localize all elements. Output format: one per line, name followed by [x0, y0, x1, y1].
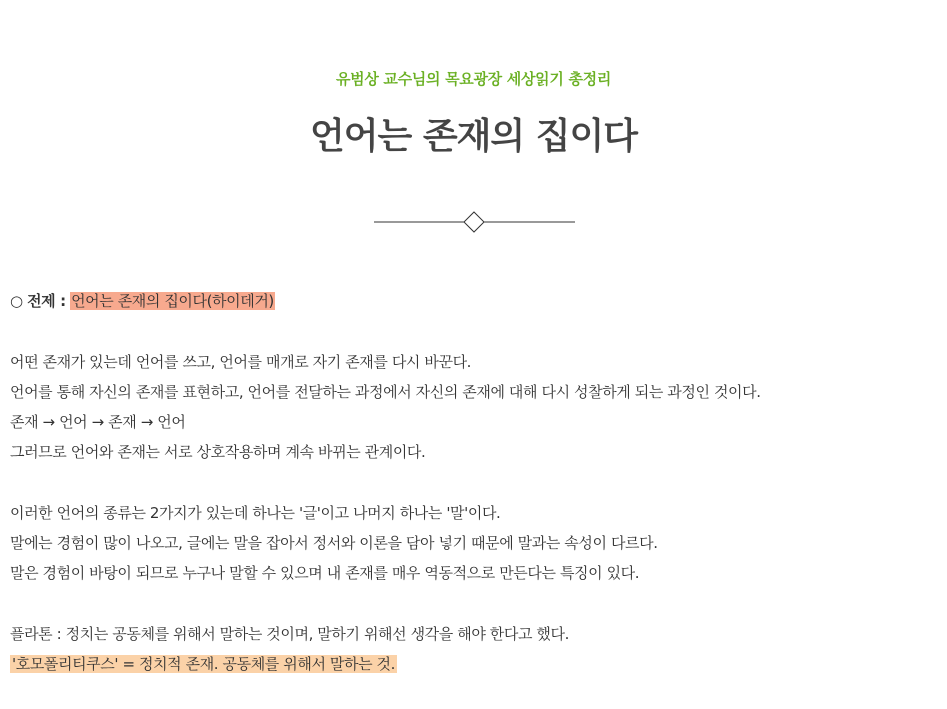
paragraph-line: 말은 경험이 바탕이 되므로 누구나 말할 수 있으며 내 존재를 매우 역동적으로 만든다는 특징이 있다. [10, 564, 640, 582]
paragraph-line: 플라톤 : 정치는 공동체를 위해서 말하는 것이며, 말하기 위해선 생각을 해야 한다고 했다. [10, 625, 569, 643]
bullet-circle-icon: ○ [10, 292, 23, 310]
paragraph-line: 이러한 언어의 종류는 2가지가 있는데 하나는 '글'이고 나머지 하나는 '말'이다. [10, 504, 501, 522]
paragraph-line: 언어를 통해 자신의 존재를 표현하고, 언어를 전달하는 과정에서 자신의 존재에 대해 다시 성찰하게 되는 과정인 것이다. [10, 383, 761, 401]
spacer [10, 588, 935, 619]
post-title: 언어는 존재의 집이다 [309, 116, 638, 157]
paragraph-line: 그러므로 언어와 존재는 서로 상호작용하며 계속 바뀌는 관계이다. [10, 443, 426, 461]
paragraph-line: 말에는 경험이 많이 나오고, 글에는 말을 잡아서 정서와 이론을 담아 넣기 때문에 말과는 속성이 다르다. [10, 534, 658, 552]
spacer [10, 316, 935, 347]
title-divider [374, 210, 575, 234]
premise-label: 전제 : [27, 292, 66, 310]
premise-line [10, 286, 935, 316]
conclusion-highlight: '호모폴리티쿠스' = 정치적 존재. 공동체를 위해서 말하는 것. [12, 655, 396, 673]
paragraph-line: 어떤 존재가 있는데 언어를 쓰고, 언어를 매개로 자기 존재를 다시 바꾼다. [10, 353, 472, 371]
spacer [10, 467, 935, 498]
post-body [10, 286, 935, 679]
post-category[interactable]: 유범상 교수님의 목요광장 세상읽기 총정리 [335, 70, 612, 88]
premise-highlight: 언어는 존재의 집이다(하이데거) [71, 292, 274, 310]
paragraph-line: 존재 → 언어 → 존재 → 언어 [10, 413, 186, 431]
conclusion-line [10, 649, 935, 679]
